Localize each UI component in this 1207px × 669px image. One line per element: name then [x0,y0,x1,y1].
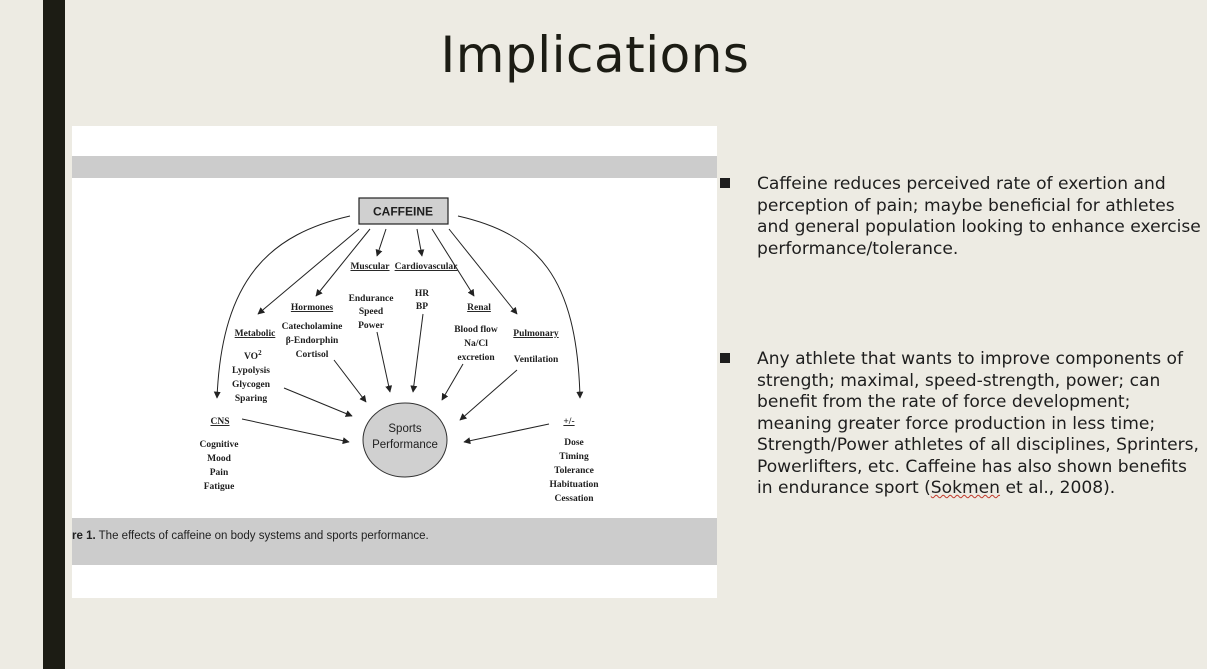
renal-heading: Renal [467,303,491,313]
arrow-to-muscular [377,229,386,256]
figure-caption-text: The effects of caffeine on body systems and sports performance. [95,530,429,542]
metabolic-vo-sup: 2 [258,349,262,357]
figure-caption [72,530,429,542]
arrow-muscular-to-performance [377,332,390,392]
cns-item: Pain [209,468,229,478]
hormones-item: Cortisol [295,350,329,360]
cardiovascular-item: BP [415,302,429,312]
muscular-item: Endurance [348,294,394,304]
arrow-plusminus-to-performance [464,424,549,442]
cardiovascular-heading: Cardiovascular [394,262,458,272]
plusminus-item: Tolerance [554,466,594,476]
hormones-item: β-Endorphin [285,336,339,346]
figure-image[interactable] [72,126,717,598]
arrow-to-metabolic [258,229,359,314]
metabolic-heading: Metabolic [234,329,276,339]
muscular-item: Speed [358,307,384,317]
left-accent-bar [43,0,65,669]
pulmonary-item: Ventilation [513,355,559,365]
bullet-text[interactable] [757,349,1203,500]
metabolic-item: Lypolysis [231,366,271,376]
figure-caption-label: re 1. [72,530,96,542]
renal-item: Na/Cl [464,339,488,349]
caffeine-label: CAFFEINE [373,204,433,219]
spellcheck-flagged-word[interactable]: Sokmen [930,478,1001,498]
arrow-renal-to-performance [442,364,463,400]
muscular-item: Power [358,321,384,331]
arrow-cns-to-performance [242,419,349,442]
caffeine-diagram [72,126,717,518]
pulmonary-heading: Pulmonary [513,329,559,339]
square-bullet-icon [720,353,730,363]
cns-item: Fatigue [203,482,235,492]
slide-title[interactable]: Implications [440,26,750,84]
plusminus-item: Cessation [554,494,594,504]
arrow-to-cardiovascular [417,229,422,256]
muscular-heading: Muscular [350,262,390,272]
bullet-text[interactable]: Caffeine reduces perceived rate of exertion and perception of pain; maybe beneficial for athletes and general population looking to enhance exercise performance/tolerance. [757,174,1201,259]
metabolic-item: Glycogen [232,380,270,390]
arrow-cardio-to-performance [413,314,423,392]
arrow-pulmonary-to-performance [460,370,517,420]
renal-item: excretion [457,353,495,363]
metabolic-vo2 [244,349,262,362]
hormones-item: Catecholamine [281,322,343,332]
plusminus-item: Habituation [549,480,599,490]
renal-item: Blood flow [454,325,498,335]
arrows-from-caffeine [217,216,580,398]
cns-item: Cognitive [199,440,239,450]
sports-performance-line1: Sports [388,423,422,435]
cns-heading: CNS [210,417,230,427]
bullet-text-part: Any athlete that wants to improve components of strength; maximal, speed-strength, power; can benefit from the rate of force development; meaning greater force production in less time; Strength/Power athletes of all disciplines, Sprinters, Powerlifters, etc. Caffeine has also shown benefits in endurance sport ( [757,349,1199,498]
hormones-heading: Hormones [290,303,334,313]
sports-performance-line2: Performance [372,439,438,451]
plusminus-item: Dose [564,438,584,448]
square-bullet-icon [720,178,730,188]
cardiovascular-item: HR [414,289,430,299]
plusminus-item: Timing [559,452,589,462]
plusminus-heading: +/- [563,417,575,427]
arrow-hormones-to-performance [334,360,366,402]
cns-item: Mood [207,454,231,464]
bullet-text-part: et al., 2008). [1000,478,1116,498]
metabolic-vo: VO [244,352,259,362]
arrow-metabolic-to-performance [284,388,352,416]
metabolic-item: Sparing [234,394,268,404]
